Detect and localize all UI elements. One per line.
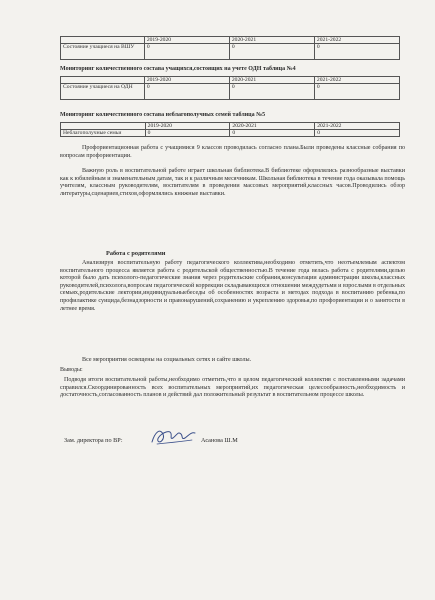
table-vshu	[60, 36, 400, 60]
table5-caption: Мониторинг количественного состава неблагополучных семей таблица №5	[60, 112, 266, 118]
year-cell: 2019-2020	[145, 123, 230, 130]
value-cell: 0	[144, 44, 229, 60]
table-families	[60, 122, 400, 137]
table-header-row	[61, 123, 400, 130]
table-row	[61, 44, 400, 60]
value-cell: 0	[314, 44, 399, 60]
value-cell: 0	[229, 44, 314, 60]
social-media-paragraph: Все мероприятия освещены на социальных сетях и сайте школы.	[82, 357, 252, 363]
section-heading-parents: Работа с родителями	[106, 250, 166, 257]
row-label: Неблагополучные семьи	[61, 130, 146, 137]
value-cell: 0	[145, 130, 230, 137]
year-cell: 2019-2020	[144, 77, 229, 84]
year-cell: 2021-2022	[314, 37, 399, 44]
signature-name: Асанова Ш.М	[201, 437, 238, 444]
conclusions-label: Выводы:	[60, 367, 83, 373]
table-header-row	[61, 37, 400, 44]
table-odn	[60, 76, 400, 100]
value-cell: 0	[229, 84, 314, 100]
library-paragraph: Важную роль в воспитательной работе играет школьная библиотека.В библиотеке оформлялись разнообразные выставки как к юбилейным и знаменательным датам, так и к различным месячникам. Школьная библиотека в течение года оказывала помощь учителям, классным руководителям, воспитателям в проведении массовых мероприятий,классных часов.Проводились обзор литературы,сценариев,стихов,оформлялись книжные выставки.	[60, 168, 405, 197]
value-cell: 0	[315, 130, 400, 137]
parents-paragraph: Анализируя воспитательную работу педагогического коллектива,необходимо отметить,что неотъемлемым аспектом воспитательного процесса является работа с родительской общественностью.В течение года велась работа с родителями,целью которой было дать психолого-педагогические знания через родительские собрания,консультации администрации школы,классных руководителей,психолога,вопросам педагогической коррекции складывающихся отношении междудетьми и взрослыми в отдельных семьях,родительские лектории,индивидуальныебеседы об особенностях возраста и методах подхода в воспитанию ребенка,по профилактике суицида,безнадзорности и правонарушений,сохранению и укреплению здоровья,по профориентации и о занятости в летнее время.	[60, 260, 405, 312]
table4-caption: Мониторинг количественного состава учащихся,состоящих на учете ОДН таблица №4	[60, 66, 296, 72]
career-guidance-paragraph: Профориентационная работа с учащимися 9 классов проводилась согласно плана.Были проведены классные собрания по вопросам профориентации.	[60, 145, 405, 159]
row-label: Состояние учащиеся на ВШУ	[61, 44, 145, 60]
year-cell: 2019-2020	[144, 37, 229, 44]
value-cell: 0	[230, 130, 315, 137]
table-row	[61, 130, 400, 137]
row-label: Состояние учащиеся на ОДН	[61, 84, 145, 100]
year-cell: 2021-2022	[315, 123, 400, 130]
year-cell: 2021-2022	[314, 77, 399, 84]
conclusions-paragraph: Подводя итоги воспитательной работы,необходимо отметить,что в целом педагогический коллектив с поставленными задачами справился.Скоординированность всех воспитательных мероприятий,их педагогическая целесообразность,необходимость и достаточность,согласованность планов и действий дал положительный результат в воспитательном процессе школы.	[60, 377, 405, 399]
year-cell: 2020-2021	[229, 37, 314, 44]
year-cell: 2020-2021	[230, 123, 315, 130]
table-header-row	[61, 77, 400, 84]
table-row	[61, 84, 400, 100]
signature-role: Зам. директора по ВР:	[64, 437, 123, 444]
value-cell: 0	[314, 84, 399, 100]
value-cell: 0	[144, 84, 229, 100]
handwritten-signature	[148, 423, 200, 449]
year-cell: 2020-2021	[229, 77, 314, 84]
